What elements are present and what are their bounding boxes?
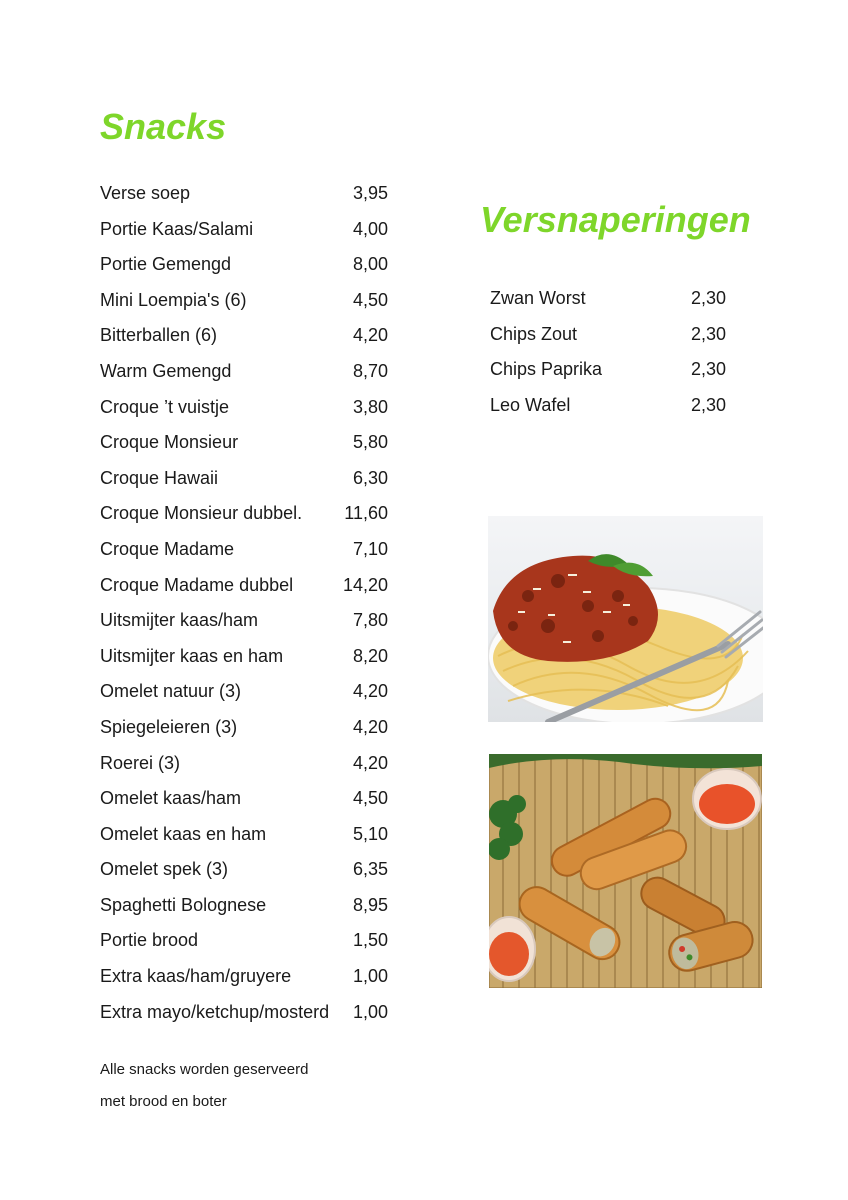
- snacks-item-price: 6,35: [352, 859, 388, 880]
- spaghetti-bolognese-photo: [488, 516, 763, 722]
- snacks-item-price: 6,30: [352, 467, 388, 488]
- versnaperingen-item-price: 2,30: [691, 359, 727, 380]
- snacks-item-price: 8,95: [352, 894, 388, 915]
- loempia-photo: [489, 754, 762, 988]
- versnaperingen-item-price: 2,30: [691, 323, 727, 344]
- snacks-item-price: 8,00: [352, 254, 388, 275]
- versnaperingen-item-price: 2,30: [691, 288, 727, 308]
- snacks-item-price: 4,20: [352, 325, 388, 346]
- snacks-item: [100, 923, 400, 959]
- snacks-item-price: 4,20: [352, 752, 388, 773]
- snacks-item-price: 4,20: [352, 716, 388, 737]
- snacks-item-name: Omelet spek (3): [100, 859, 229, 880]
- snacks-item: [100, 176, 400, 212]
- snacks-item: [100, 959, 400, 995]
- versnaperingen-item: [490, 317, 740, 353]
- snacks-item: [100, 461, 400, 497]
- snacks-item: [100, 674, 400, 710]
- snacks-item-name: Croque Madame dubbel: [100, 574, 294, 595]
- snacks-item-price: 8,20: [352, 645, 388, 666]
- snacks-item-name: Verse soep: [100, 183, 191, 203]
- snacks-item-name: Omelet natuur (3): [100, 681, 242, 702]
- snacks-item: [100, 532, 400, 568]
- snacks-item-name: Omelet kaas en ham: [100, 823, 267, 844]
- snacks-item-name: Croque Monsieur dubbel.: [100, 503, 303, 524]
- snacks-item-name: Spiegeleieren (3): [100, 716, 238, 737]
- versnaperingen-item-name: Chips Paprika: [490, 359, 603, 380]
- snacks-item: [100, 852, 400, 888]
- snacks-item-name: Croque Madame: [100, 538, 235, 559]
- snacks-item-price: 7,80: [352, 610, 388, 631]
- snacks-item-price: 14,20: [342, 574, 388, 595]
- snacks-item-name: Roerei (3): [100, 752, 181, 773]
- versnaperingen-item-name: Chips Zout: [490, 323, 578, 344]
- snacks-item: [100, 568, 400, 604]
- snacks-item-price: 5,80: [352, 432, 388, 453]
- snacks-item-name: Extra kaas/ham/gruyere: [100, 966, 292, 987]
- snacks-item: [100, 318, 400, 354]
- snacks-item: [100, 603, 400, 639]
- snacks-item-name: Uitsmijter kaas/ham: [100, 610, 259, 631]
- snacks-item-price: 1,00: [352, 1001, 388, 1022]
- snacks-item: [100, 283, 400, 319]
- snacks-item-price: 4,50: [352, 289, 388, 310]
- snacks-note-line-2: met brood en boter: [100, 1093, 227, 1110]
- versnaperingen-menu-list: [490, 281, 740, 423]
- versnaperingen-item: [490, 388, 740, 424]
- snacks-item-price: 11,60: [344, 503, 388, 524]
- snacks-item: [100, 781, 400, 817]
- snacks-item-price: 1,00: [352, 966, 388, 987]
- versnaperingen-item-name: Leo Wafel: [490, 394, 571, 415]
- versnaperingen-item: [490, 352, 740, 388]
- snacks-item-name: Portie Kaas/Salami: [100, 218, 254, 239]
- snacks-item: [100, 995, 400, 1031]
- snacks-item: [100, 817, 400, 853]
- snacks-item-name: Croque ’t vuistje: [100, 396, 230, 417]
- snacks-item: [100, 710, 400, 746]
- snacks-item: [100, 888, 400, 924]
- snacks-item-name: Croque Hawaii: [100, 467, 219, 488]
- snacks-item: [100, 247, 400, 283]
- snacks-item-price: 1,50: [352, 930, 388, 951]
- snacks-item-price: 4,00: [352, 218, 388, 239]
- versnaperingen-heading: Versnaperingen: [480, 199, 751, 240]
- snacks-item-name: Uitsmijter kaas en ham: [100, 645, 284, 666]
- snacks-menu-list: [100, 176, 400, 1030]
- snacks-item-name: Extra mayo/ketchup/mosterd: [100, 1001, 330, 1022]
- snacks-item-price: 4,20: [352, 681, 388, 702]
- snacks-item: [100, 639, 400, 675]
- snacks-item: [100, 746, 400, 782]
- versnaperingen-item-name: Zwan Worst: [490, 288, 586, 308]
- snacks-item-price: 4,50: [352, 788, 388, 809]
- snacks-heading: Snacks: [100, 106, 227, 147]
- snacks-item-name: Omelet kaas/ham: [100, 788, 242, 809]
- snacks-item: [100, 425, 400, 461]
- versnaperingen-item-price: 2,30: [691, 394, 727, 415]
- snacks-item-name: Mini Loempia's (6): [100, 289, 247, 310]
- snacks-item-name: Spaghetti Bolognese: [100, 894, 267, 915]
- versnaperingen-item: [490, 281, 740, 317]
- snacks-note-line-1: Alle snacks worden geserveerd: [100, 1061, 309, 1078]
- snacks-item-price: 3,80: [352, 396, 388, 417]
- snacks-item-price: 8,70: [352, 360, 388, 381]
- snacks-item: [100, 390, 400, 426]
- snacks-item: [100, 212, 400, 248]
- snacks-item-name: Portie Gemengd: [100, 254, 232, 275]
- snacks-item-name: Bitterballen (6): [100, 325, 218, 346]
- snacks-item-price: 3,95: [352, 183, 388, 203]
- snacks-item: [100, 496, 400, 532]
- snacks-item-name: Warm Gemengd: [100, 360, 232, 381]
- snacks-item-price: 5,10: [352, 823, 388, 844]
- snacks-item-name: Croque Monsieur: [100, 432, 239, 453]
- snacks-item: [100, 354, 400, 390]
- snacks-item-name: Portie brood: [100, 930, 199, 951]
- snacks-item-price: 7,10: [352, 538, 388, 559]
